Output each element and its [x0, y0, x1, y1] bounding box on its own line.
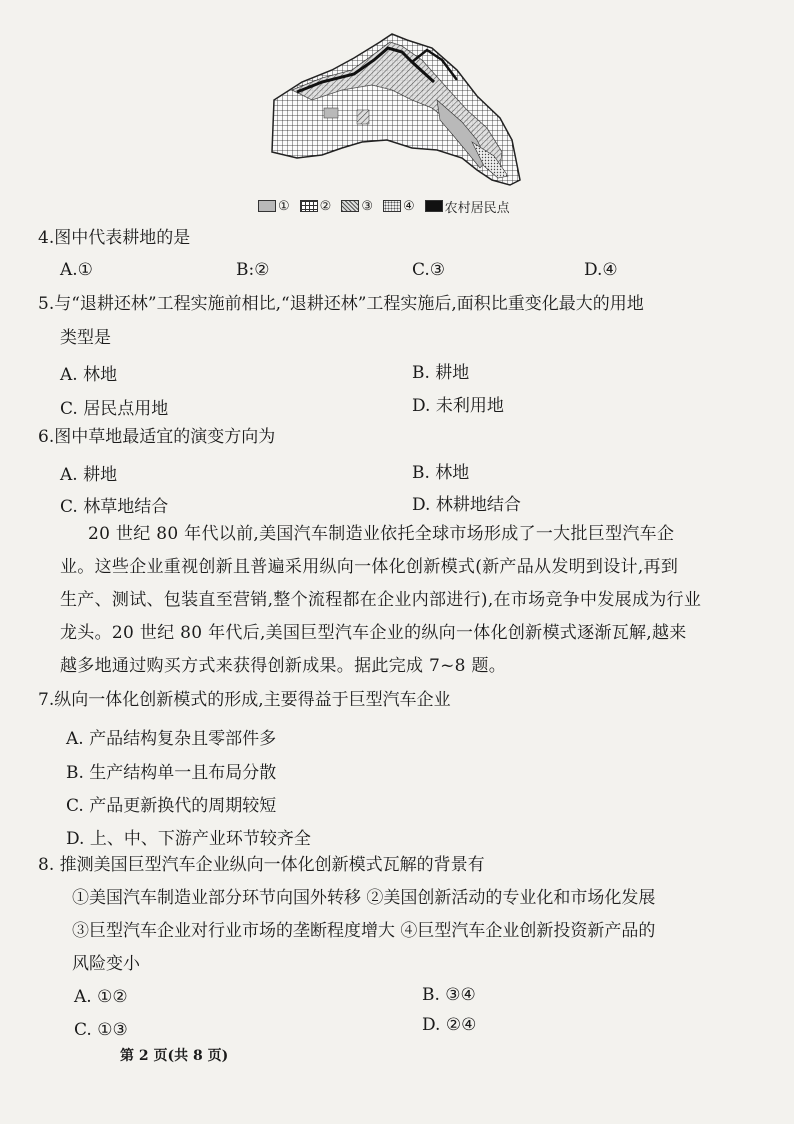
land-use-map: [262, 30, 532, 190]
q6-option-d: D. 林耕地结合: [412, 495, 521, 515]
legend-swatch-grid: [300, 200, 318, 212]
q8-statement-line-1: ①美国汽车制造业部分环节向国外转移 ②美国创新活动的专业化和市场化发展: [72, 888, 656, 908]
q8-option-c: C. ①③: [74, 1020, 128, 1040]
legend-item-2: ②: [300, 199, 332, 214]
q6-option-b: B. 林地: [412, 463, 470, 483]
q4-option-d: D.④: [584, 260, 618, 280]
map-small-patch-2: [357, 110, 369, 124]
q5-stem: 5.与“退耕还林”工程实施前相比,“退耕还林”工程实施后,面积比重变化最大的用地: [38, 294, 644, 314]
q7-option-b: B. 生产结构单一且布局分散: [66, 763, 277, 783]
q7-option-d: D. 上、中、下游产业环节较齐全: [66, 829, 311, 849]
q8-statement-line-3: 风险变小: [72, 954, 140, 974]
passage-line-1: 20 世纪 80 年代以前,美国汽车制造业依托全球市场形成了一大批巨型汽车企: [88, 524, 675, 544]
q7-option-a: A. 产品结构复杂且零部件多: [66, 729, 277, 749]
legend-swatch-dotted: [383, 200, 401, 212]
legend-swatch-gray: [258, 200, 276, 212]
map-small-patch: [324, 108, 338, 118]
q6-stem: 6.图中草地最适宜的演变方向为: [38, 427, 276, 447]
q5-stem-cont: 类型是: [60, 328, 111, 348]
legend-swatch-hatched: [341, 200, 359, 212]
q5-option-b: B. 耕地: [412, 363, 470, 383]
q8-statement-line-2: ③巨型汽车企业对行业市场的垄断程度增大 ④巨型汽车企业创新投资新产品的: [72, 921, 656, 941]
q7-stem: 7.纵向一体化创新模式的形成,主要得益于巨型汽车企业: [38, 690, 451, 710]
page-number: 第 2 页(共 8 页): [120, 1048, 229, 1064]
q8-option-a: A. ①②: [74, 987, 128, 1007]
legend-item-4: ④: [383, 199, 415, 214]
q5-option-c: C. 居民点用地: [60, 399, 169, 419]
q8-option-d: D. ②④: [422, 1015, 477, 1035]
land-use-map-svg: [262, 30, 532, 190]
q7-option-c: C. 产品更新换代的周期较短: [66, 796, 277, 816]
q5-option-d: D. 未利用地: [412, 396, 504, 416]
legend-item-5: 农村居民点: [425, 197, 510, 216]
q8-option-b: B. ③④: [422, 985, 476, 1005]
q4-option-b: B:②: [236, 260, 270, 280]
legend-swatch-black: [425, 200, 443, 212]
q8-stem: 8. 推测美国巨型汽车企业纵向一体化创新模式瓦解的背景有: [38, 855, 485, 875]
passage-line-4: 龙头。20 世纪 80 年代后,美国巨型汽车企业的纵向一体化创新模式逐渐瓦解,越来: [60, 623, 687, 643]
passage-line-3: 生产、测试、包装直至营销,整个流程都在企业内部进行),在市场竞争中发展成为行业: [60, 590, 702, 610]
q4-stem: 4.图中代表耕地的是: [38, 228, 191, 248]
legend-item-1: ①: [258, 199, 290, 214]
passage-line-5: 越多地通过购买方式来获得创新成果。据此完成 7~8 题。: [60, 656, 507, 676]
q4-option-a: A.①: [60, 260, 93, 280]
q4-option-c: C.③: [412, 260, 446, 280]
legend-item-3: ③: [341, 199, 373, 214]
map-legend: [258, 196, 588, 216]
q5-option-a: A. 林地: [60, 365, 118, 385]
q6-option-c: C. 林草地结合: [60, 497, 169, 517]
passage-line-2: 业。这些企业重视创新且普遍采用纵向一体化创新模式(新产品从发明到设计,再到: [60, 557, 679, 577]
q6-option-a: A. 耕地: [60, 465, 118, 485]
